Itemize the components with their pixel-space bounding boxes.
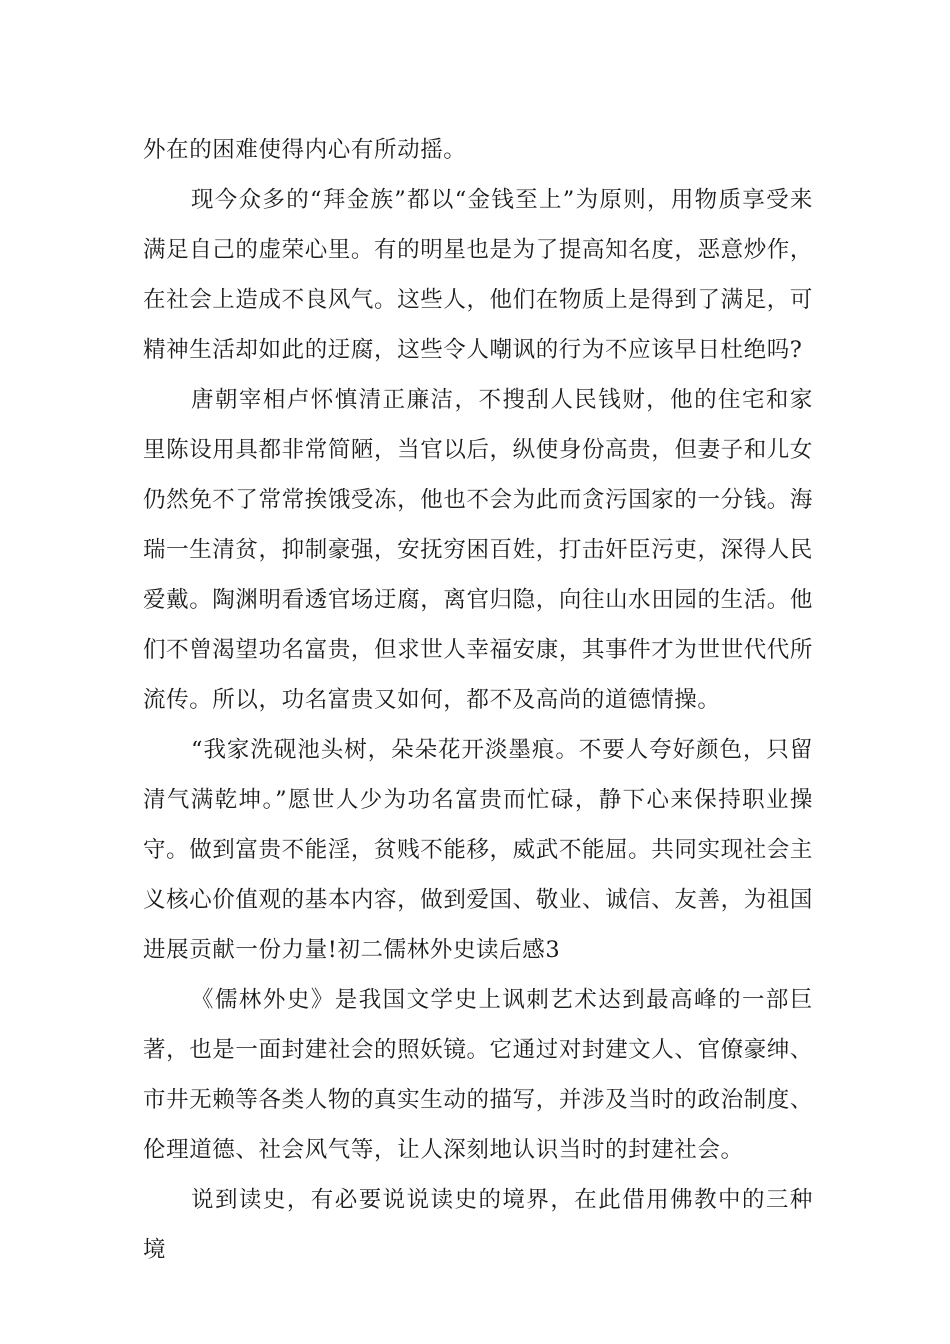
paragraph-4: “我家洗砚池头树，朵朵花开淡墨痕。不要人夸好颜色，只留清气满乾坤。”愿世人少为功名富贵而忙碌，静下心来保持职业操守。做到富贵不能淫，贫贱不能移，威武不能屈。共同实现社会主义核心价值观的基本内容，做到爱国、敬业、诚信、友善，为祖国进展贡献一份力量!初二儒林外史读后感3	[143, 737, 813, 963]
paragraph-6: 说到读史，有必要说说读史的境界，在此借用佛教中的三种境	[143, 1187, 813, 1263]
paragraph-1: 外在的困难使得内心有所动摇。	[143, 137, 467, 163]
document-body	[143, 125, 813, 1275]
paragraph-2: 现今众多的“拜金族”都以“金钱至上”为原则，用物质享受来满足自己的虚荣心里。有的明星也是为了提高知名度，恶意炒作，在社会上造成不良风气。这些人，他们在物质上是得到了满足，可精神生活却如此的迂腐，这些令人嘲讽的行为不应该早日杜绝吗?	[143, 187, 813, 363]
paragraph-3: 唐朝宰相卢怀慎清正廉洁，不搜刮人民钱财，他的住宅和家里陈设用具都非常简陋，当官以后，纵使身份高贵，但妻子和儿女仍然免不了常常挨饿受冻，他也不会为此而贪污国家的一分钱。海瑞一生清贫，抑制豪强，安抚穷困百姓，打击奸臣污吏，深得人民爱戴。陶渊明看透官场迂腐，离官归隐，向往山水田园的生活。他们不曾渴望功名富贵，但求世人幸福安康，其事件才为世世代代所流传。所以，功名富贵又如何，都不及高尚的道德情操。	[143, 387, 813, 713]
paragraph-5: 《儒林外史》是我国文学史上讽刺艺术达到最高峰的一部巨著，也是一面封建社会的照妖镜。它通过对封建文人、官僚豪绅、市井无赖等各类人物的真实生动的描写，并涉及当时的政治制度、伦理道德、社会风气等，让人深刻地认识当时的封建社会。	[143, 987, 813, 1163]
